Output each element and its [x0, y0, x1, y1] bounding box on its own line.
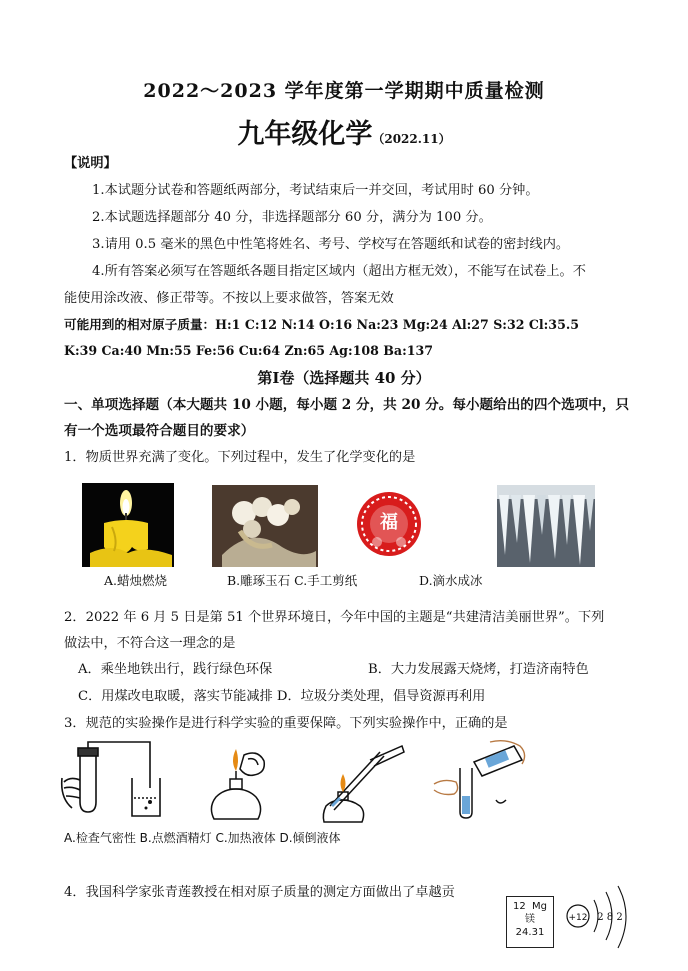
q1-option-bc: B.雕琢玉石 C.手工剪纸: [227, 573, 358, 588]
electron-shells: 2 8 2: [597, 912, 623, 923]
airtightness-check-figure: [60, 738, 164, 824]
element-name: 镁: [525, 914, 535, 925]
atomic-masses-line2: K:39 Ca:40 Mn:55 Fe:56 Cu:64 Zn:65 Ag:108 Ba:137: [64, 343, 434, 358]
q2-option-cd: C．用煤改电取暖，落实节能减排 D．垃圾分类处理，倡导资源再利用: [78, 689, 486, 704]
icicle-photo: [497, 485, 595, 567]
papercut-photo: [355, 484, 423, 566]
candle-photo: [82, 483, 174, 567]
question-2-line1: 2．2022 年 6 月 5 日是第 51 个世界环境日，今年中国的主题是“共建清洁美丽世界”。下列: [64, 610, 605, 625]
atomic-mass: 24.31: [515, 927, 545, 938]
subject-name: 九年级化学: [237, 119, 373, 150]
pouring-liquid-figure: [430, 738, 532, 824]
question-4-stem: 4．我国科学家张青莲教授在相对原子质量的测定方面做出了卓越贡: [64, 885, 455, 900]
exam-date: （2022.11）: [372, 132, 451, 146]
atom-structure-diagram: [562, 882, 644, 954]
jade-carving-photo: [212, 485, 318, 567]
alcohol-lamp-figure: [200, 741, 272, 823]
instructions-heading: 【说明】: [64, 156, 117, 171]
q1-option-d: D.滴水成冰: [419, 573, 483, 588]
part-instruction: 有一个选项最符合题目的要求）: [64, 423, 255, 439]
q3-options: A.检查气密性 B.点燃酒精灯 C.加热液体 D.倾倒液体: [64, 831, 341, 845]
subject-title: [0, 112, 688, 151]
q1-option-a: A.蜡烛燃烧: [104, 573, 168, 588]
q2-option-b: B．大力发展露天烧烤，打造济南特色: [368, 662, 589, 677]
exam-title: 2022～2023 学年度第一学期期中质量检测: [143, 80, 545, 102]
question-3-stem: 3．规范的实验操作是进行科学实验的重要保障。下列实验操作中，正确的是: [64, 716, 508, 731]
atomic-number: 12: [512, 901, 526, 912]
instruction-item: 2.本试题选择题部分 40 分，非选择题部分 60 分，满分为 100 分。: [92, 210, 492, 225]
instruction-item: 1.本试题分试卷和答题纸两部分，考试结束后一并交回，考试用时 60 分钟。: [92, 183, 539, 198]
instruction-item: 能使用涂改液、修正带等。不按以上要求做答，答案无效: [64, 291, 394, 306]
q2-option-a: A．乘坐地铁出行，践行绿色环保: [78, 662, 273, 677]
heating-liquid-figure: [310, 740, 406, 824]
question-2-line2: 做法中，不符合这一理念的是: [64, 636, 236, 651]
papercut-glyph: 福: [380, 512, 398, 533]
nucleus-charge: +12: [568, 913, 588, 923]
instruction-item: 4.所有答案必须写在答题纸各题目指定区域内（超出方框无效），不能写在试卷上。不: [92, 264, 586, 279]
instruction-item: 3.请用 0.5 毫米的黑色中性笔将姓名、考号、学校写在答题纸和试卷的密封线内。: [92, 237, 570, 252]
atomic-masses-line1: 可能用到的相对原子质量：H:1 C:12 N:14 O:16 Na:23 Mg:24 Al:27 S:32 Cl:35.5: [64, 317, 579, 332]
section-title: 第Ⅰ卷（选择题共 40 分）: [257, 369, 431, 387]
element-symbol: Mg: [532, 901, 548, 912]
periodic-table-cell: [506, 896, 554, 948]
question-1-stem: 1．物质世界充满了变化。下列过程中，发生了化学变化的是: [64, 450, 416, 465]
part-instruction: 一、单项选择题（本大题共 10 小题，每小题 2 分，共 20 分。每小题给出的四个选项中，只: [64, 397, 630, 413]
